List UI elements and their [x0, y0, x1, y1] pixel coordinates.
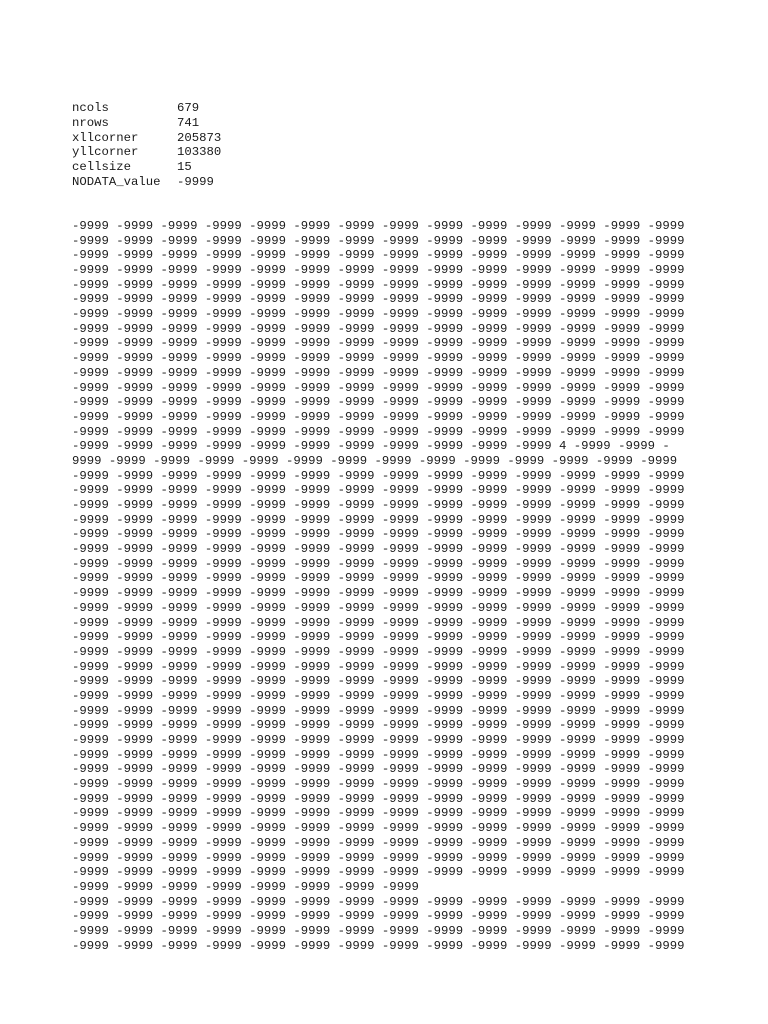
data-row: -9999 -9999 -9999 -9999 -9999 -9999 -9999 -9999 -9999 -9999 -9999 -9999 -9999 -9999 [72, 321, 685, 336]
header-key: cellsize [72, 160, 132, 175]
data-row: -9999 -9999 -9999 -9999 -9999 -9999 -9999 -9999 -9999 -9999 -9999 -9999 -9999 -9999 [72, 762, 685, 777]
header-line [72, 101, 712, 116]
header-key: NODATA_value [72, 174, 161, 189]
data-row: -9999 -9999 -9999 -9999 -9999 -9999 -9999 -9999 -9999 -9999 -9999 -9999 -9999 -9999 [72, 644, 685, 659]
data-row: 9999 -9999 -9999 -9999 -9999 -9999 -9999 -9999 -9999 -9999 -9999 -9999 -9999 -9999 [72, 453, 678, 468]
data-row: -9999 -9999 -9999 -9999 -9999 -9999 -9999 -9999 -9999 -9999 -9999 -9999 -9999 -9999 [72, 263, 685, 277]
data-row: -9999 -9999 -9999 -9999 -9999 -9999 -9999 -9999 -9999 -9999 -9999 -9999 -9999 -9999 [72, 615, 685, 630]
data-row: -9999 -9999 -9999 -9999 -9999 -9999 -9999 -9999 -9999 -9999 -9999 -9999 -9999 -9999 [72, 835, 685, 850]
header-value: 741 [177, 116, 200, 131]
data-row: -9999 -9999 -9999 -9999 -9999 -9999 -9999 -9999 -9999 -9999 -9999 -9999 -9999 -9999 [72, 586, 685, 601]
data-row: -9999 -9999 -9999 -9999 -9999 -9999 -9999 -9999 -9999 -9999 -9999 -9999 -9999 -9999 [72, 659, 685, 674]
header-value: -9999 [177, 174, 214, 189]
header-value: 103380 [177, 145, 222, 160]
data-row: -9999 -9999 -9999 -9999 -9999 -9999 -9999 -9999 -9999 -9999 -9999 -9999 -9999 -9999 [72, 571, 685, 586]
data-row: -9999 -9999 -9999 -9999 -9999 -9999 -9999 -9999 -9999 -9999 -9999 -9999 -9999 -9999 [72, 248, 685, 263]
header-value: 15 [177, 160, 192, 175]
data-row: -9999 -9999 -9999 -9999 -9999 -9999 -9999 -9999 -9999 -9999 -9999 -9999 -9999 -9999 [72, 556, 685, 571]
data-row: -9999 -9999 -9999 -9999 -9999 -9999 -9999 -9999 -9999 -9999 -9999 -9999 -9999 -9999 [72, 688, 685, 703]
data-row: -9999 -9999 -9999 -9999 -9999 -9999 -9999 -9999 -9999 -9999 -9999 -9999 -9999 -9999 [72, 777, 685, 792]
data-row: -9999 -9999 -9999 -9999 -9999 -9999 -9999 -9999 -9999 -9999 -9999 -9999 -9999 -9999 [72, 292, 685, 307]
header-key: nrows [72, 116, 109, 131]
header-value: 205873 [177, 130, 222, 145]
header-line [72, 175, 712, 190]
data-row: -9999 -9999 -9999 -9999 -9999 -9999 -9999 -9999 -9999 -9999 -9999 -9999 -9999 -9999 [72, 336, 685, 351]
data-row: -9999 -9999 -9999 -9999 -9999 -9999 -9999 -9999 [72, 879, 419, 894]
data-row: -9999 -9999 -9999 -9999 -9999 -9999 -9999 -9999 -9999 -9999 -9999 -9999 -9999 -9999 [72, 395, 685, 410]
data-row: -9999 -9999 -9999 -9999 -9999 -9999 -9999 -9999 -9999 -9999 -9999 -9999 -9999 -9999 [72, 218, 685, 233]
data-row: -9999 -9999 -9999 -9999 -9999 -9999 -9999 -9999 -9999 -9999 -9999 -9999 -9999 -9999 [72, 351, 685, 366]
header-line [72, 160, 712, 175]
grid-data-rows [72, 219, 712, 953]
data-row: -9999 -9999 -9999 -9999 -9999 -9999 -9999 -9999 -9999 -9999 -9999 -9999 -9999 -9999 [72, 380, 685, 395]
data-row: -9999 -9999 -9999 -9999 -9999 -9999 -9999 -9999 -9999 -9999 -9999 -9999 -9999 -9999 [72, 894, 685, 909]
data-row: -9999 -9999 -9999 -9999 -9999 -9999 -9999 -9999 -9999 -9999 -9999 -9999 -9999 -9999 [72, 409, 685, 424]
data-row: -9999 -9999 -9999 -9999 -9999 -9999 -9999 -9999 -9999 -9999 -9999 -9999 -9999 -9999 [72, 733, 685, 747]
header-line [72, 116, 712, 131]
data-row: -9999 -9999 -9999 -9999 -9999 -9999 -9999 -9999 -9999 -9999 -9999 -9999 -9999 -9999 [72, 806, 685, 821]
data-row: -9999 -9999 -9999 -9999 -9999 -9999 -9999 -9999 -9999 -9999 -9999 -9999 -9999 -9999 [72, 850, 685, 865]
data-row: -9999 -9999 -9999 -9999 -9999 -9999 -9999 -9999 -9999 -9999 -9999 -9999 -9999 -9999 [72, 233, 685, 248]
data-row: -9999 -9999 -9999 -9999 -9999 -9999 -9999 -9999 -9999 -9999 -9999 -9999 -9999 -9999 [72, 600, 685, 615]
data-row: -9999 -9999 -9999 -9999 -9999 -9999 -9999 -9999 -9999 -9999 -9999 -9999 -9999 -9999 [72, 365, 685, 380]
data-row: -9999 -9999 -9999 -9999 -9999 -9999 -9999 -9999 -9999 -9999 -9999 -9999 -9999 -9999 [72, 923, 685, 938]
data-row: -9999 -9999 -9999 -9999 -9999 -9999 -9999 -9999 -9999 -9999 -9999 -9999 -9999 -9999 [72, 674, 685, 689]
data-row: -9999 -9999 -9999 -9999 -9999 -9999 -9999 -9999 -9999 -9999 -9999 -9999 -9999 -9999 [72, 791, 685, 806]
data-row: -9999 -9999 -9999 -9999 -9999 -9999 -9999 -9999 -9999 -9999 -9999 -9999 -9999 -9999 [72, 483, 685, 498]
data-row: -9999 -9999 -9999 -9999 -9999 -9999 -9999 -9999 -9999 -9999 -9999 -9999 -9999 -9999 [72, 277, 685, 292]
header-line [72, 131, 712, 146]
header-key: yllcorner [72, 145, 139, 160]
data-row: -9999 -9999 -9999 -9999 -9999 -9999 -9999 -9999 -9999 -9999 -9999 -9999 -9999 -9999 [72, 527, 685, 542]
header-key: xllcorner [72, 130, 139, 145]
data-row: -9999 -9999 -9999 -9999 -9999 -9999 -9999 -9999 -9999 -9999 -9999 -9999 -9999 -9999 [72, 630, 685, 645]
data-row: -9999 -9999 -9999 -9999 -9999 -9999 -9999 -9999 -9999 -9999 -9999 -9999 -9999 -9999 [72, 718, 685, 733]
data-row: -9999 -9999 -9999 -9999 -9999 -9999 -9999 -9999 -9999 -9999 -9999 -9999 -9999 -9999 [72, 938, 685, 953]
header-value: 679 [177, 101, 200, 116]
data-row: -9999 -9999 -9999 -9999 -9999 -9999 -9999 -9999 -9999 -9999 -9999 -9999 -9999 -9999 [72, 865, 685, 880]
data-row: -9999 -9999 -9999 -9999 -9999 -9999 -9999 -9999 -9999 -9999 -9999 -9999 -9999 -9999 [72, 542, 685, 557]
header-key: ncols [72, 101, 109, 116]
data-row: -9999 -9999 -9999 -9999 -9999 -9999 -9999 -9999 -9999 -9999 -9999 -9999 -9999 -9999 [72, 424, 685, 439]
data-row: -9999 -9999 -9999 -9999 -9999 -9999 -9999 -9999 -9999 -9999 -9999 -9999 -9999 -9999 [72, 821, 685, 836]
data-row: -9999 -9999 -9999 -9999 -9999 -9999 -9999 -9999 -9999 -9999 -9999 -9999 -9999 -9999 [72, 512, 685, 527]
ascii-grid-text [72, 72, 712, 983]
data-row: -9999 -9999 -9999 -9999 -9999 -9999 -9999 -9999 -9999 -9999 -9999 -9999 -9999 -9999 [72, 468, 685, 483]
data-row: -9999 -9999 -9999 -9999 -9999 -9999 -9999 -9999 -9999 -9999 -9999 -9999 -9999 -9999 [72, 307, 685, 322]
data-row: -9999 -9999 -9999 -9999 -9999 -9999 -9999 -9999 -9999 -9999 -9999 4 -9999 -9999 - [72, 439, 670, 454]
data-row: -9999 -9999 -9999 -9999 -9999 -9999 -9999 -9999 -9999 -9999 -9999 -9999 -9999 -9999 [72, 747, 685, 762]
data-row: -9999 -9999 -9999 -9999 -9999 -9999 -9999 -9999 -9999 -9999 -9999 -9999 -9999 -9999 [72, 703, 685, 718]
data-row: -9999 -9999 -9999 -9999 -9999 -9999 -9999 -9999 -9999 -9999 -9999 -9999 -9999 -9999 [72, 909, 685, 924]
data-row: -9999 -9999 -9999 -9999 -9999 -9999 -9999 -9999 -9999 -9999 -9999 -9999 -9999 -9999 [72, 498, 685, 512]
header-line [72, 145, 712, 160]
grid-header [72, 101, 712, 189]
